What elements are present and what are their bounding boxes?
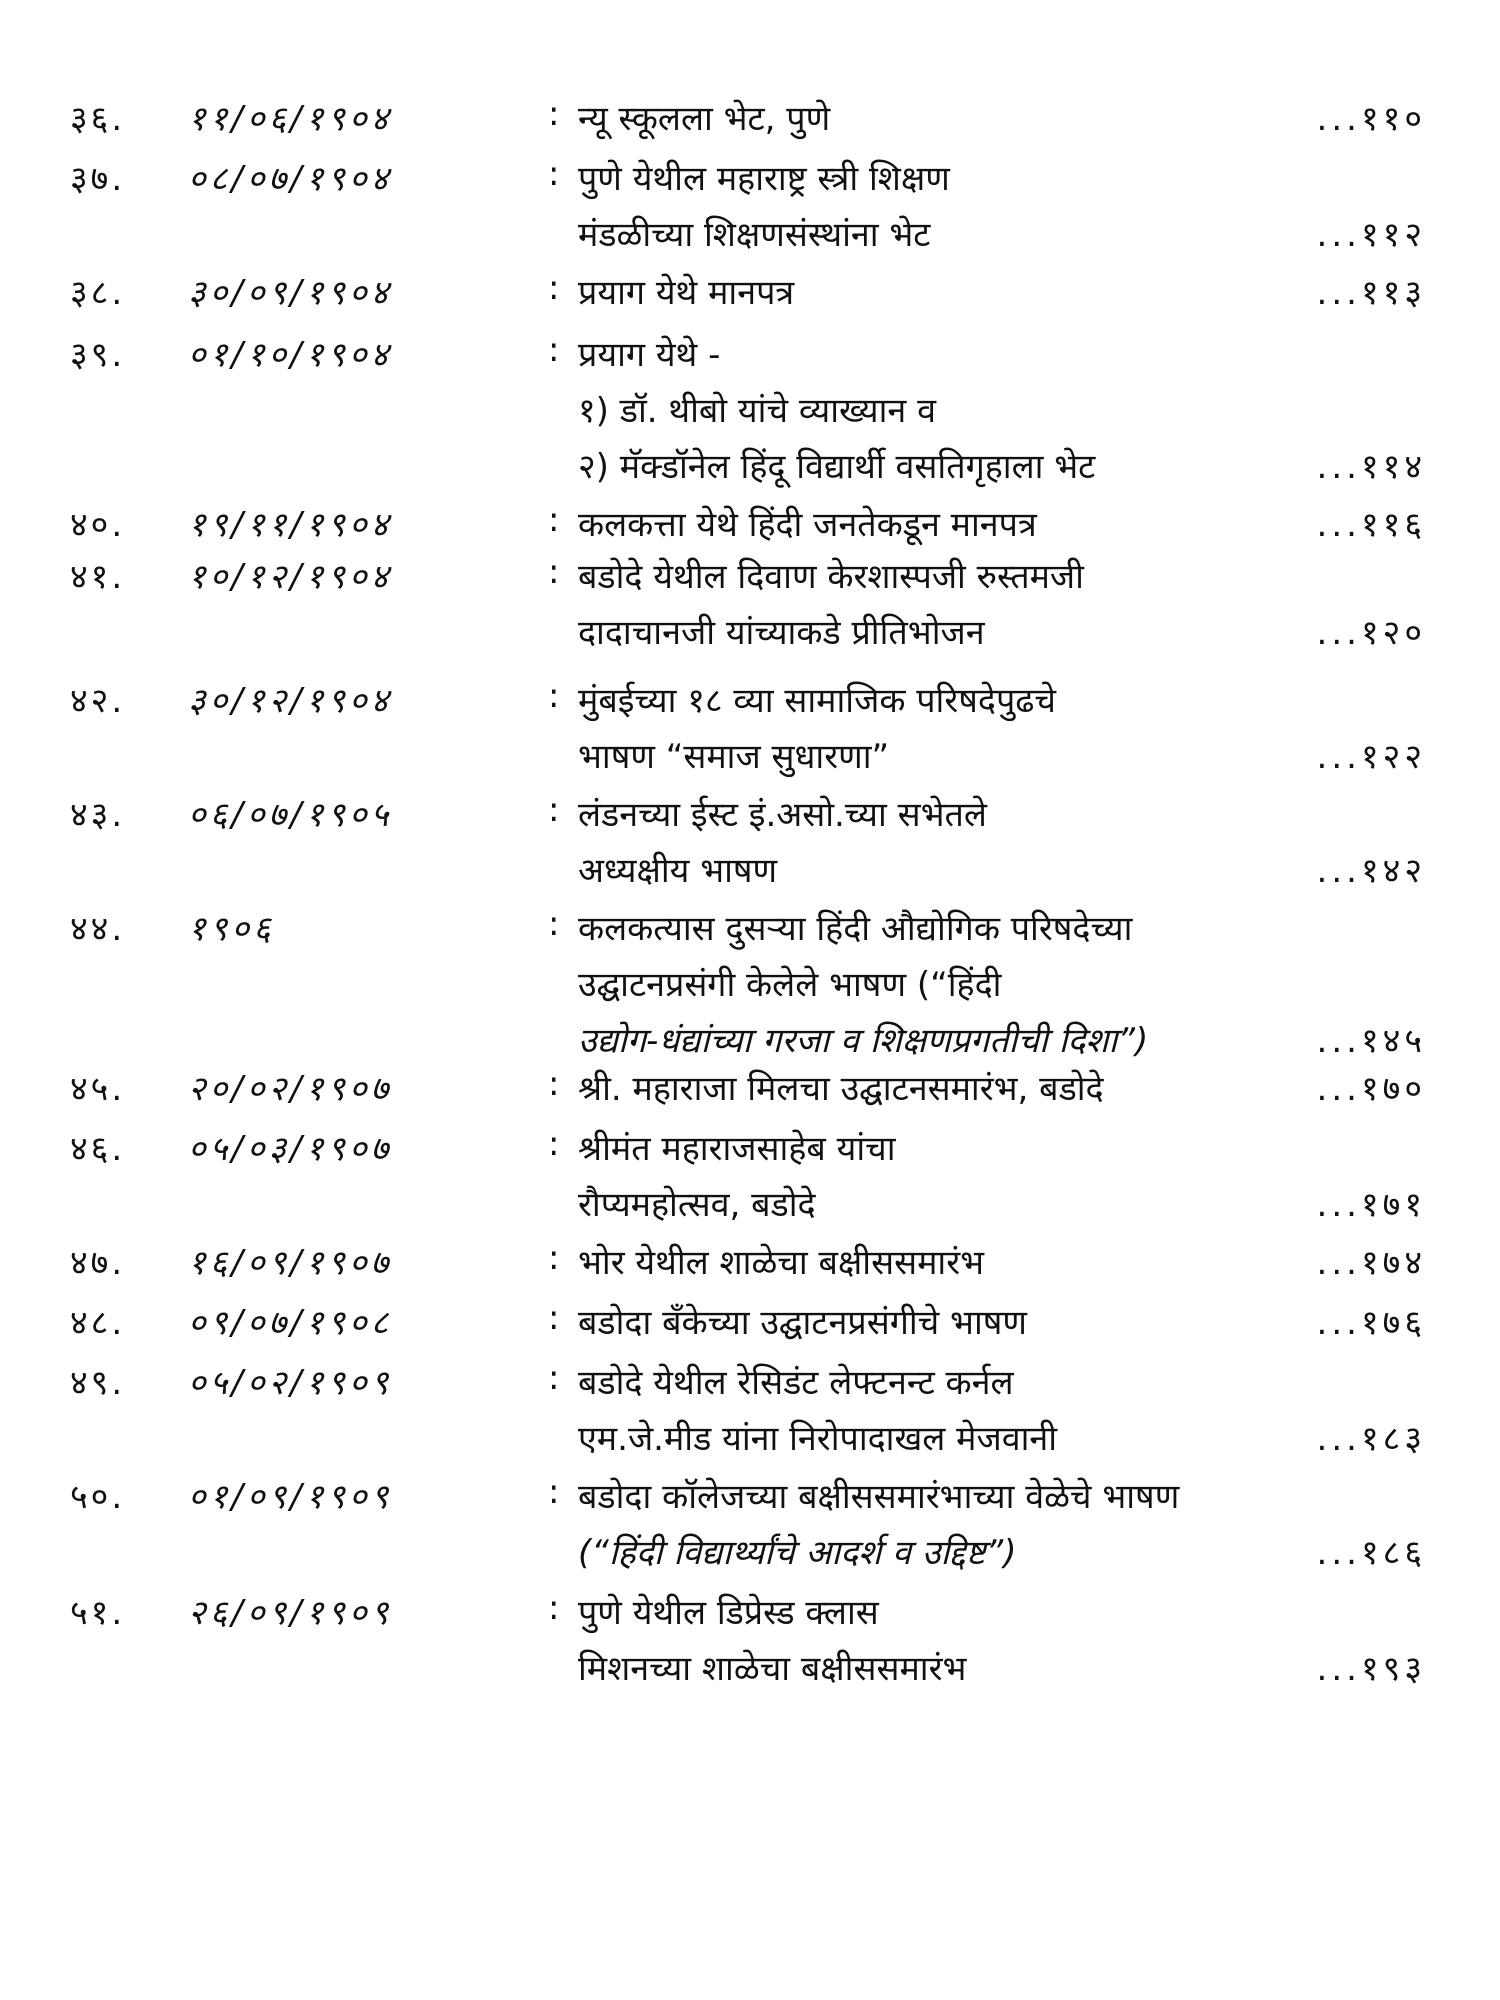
separator-colon: :: [548, 790, 560, 830]
entry-title-line: १) डॉ. थीबो यांचे व्याख्यान व: [578, 391, 936, 431]
entry-date: ०५/०२/१९०९: [188, 1363, 393, 1403]
entry-title-line: पुणे येथील डिप्रेस्ड क्लास: [578, 1593, 879, 1633]
entry-page-number: ...१७०: [1316, 1069, 1426, 1109]
entry-title-line: भोर येथील शाळेचा बक्षीससमारंभ: [578, 1243, 985, 1283]
entry-number: ४१.: [70, 557, 126, 597]
entry-page-number: ...१२०: [1316, 613, 1426, 653]
entry-page-number: ...११०: [1316, 99, 1426, 139]
separator-colon: :: [548, 1124, 560, 1164]
entry-number: ४६.: [70, 1129, 126, 1169]
entry-number: ४३.: [70, 795, 126, 835]
entry-title-line: एम.जे.मीड यांना निरोपादाखल मेजवानी: [578, 1419, 1058, 1459]
entry-page-number: ...११६: [1316, 505, 1426, 545]
separator-colon: :: [548, 552, 560, 592]
entry-title-line: मुंबईच्या १८ व्या सामाजिक परिषदेपुढचे: [578, 681, 1057, 721]
entry-title-line: (“हिंदी विद्यार्थ्यांचे आदर्श व उद्दिष्ट”): [578, 1533, 1017, 1573]
entry-date: १९/११/१९०४: [188, 505, 393, 545]
entry-page-number: ...१७४: [1316, 1243, 1426, 1283]
entry-date: ०६/०७/१९०५: [188, 795, 393, 835]
entry-title-line: बडोदा कॉलेजच्या बक्षीससमारंभाच्या वेळेचे भाषण: [578, 1477, 1180, 1517]
entry-date: ३०/१२/१९०४: [188, 681, 393, 721]
entry-page-number: ...१४२: [1316, 851, 1426, 891]
entry-date: २०/०२/१९०७: [188, 1069, 393, 1109]
entry-title-line: बडोदे येथील रेसिडंट लेफ्टनन्ट कर्नल: [578, 1363, 1014, 1403]
entry-title-line: श्रीमंत महाराजसाहेब यांचा: [578, 1129, 896, 1169]
entry-number: ४७.: [70, 1243, 126, 1283]
entry-page-number: ...१९३: [1316, 1649, 1426, 1689]
entry-title-line: भाषण “समाज सुधारणा”: [578, 737, 890, 777]
entry-number: ३८.: [70, 273, 126, 313]
separator-colon: :: [548, 268, 560, 308]
entry-number: ४५.: [70, 1069, 126, 1109]
entry-date: १६/०९/१९०७: [188, 1243, 393, 1283]
entry-title-line: प्रयाग येथे -: [578, 335, 721, 375]
entry-number: ३७.: [70, 159, 126, 199]
entry-date: २६/०९/१९०९: [188, 1593, 393, 1633]
entry-page-number: ...१२२: [1316, 737, 1426, 777]
entry-number: ४८.: [70, 1303, 126, 1343]
entry-number: ४२.: [70, 681, 126, 721]
entry-title-line: रौप्यमहोत्सव, बडोदे: [578, 1185, 816, 1225]
entry-page-number: ...११३: [1316, 273, 1426, 313]
entry-page-number: ...११४: [1316, 447, 1426, 487]
entry-title-line: प्रयाग येथे मानपत्र: [578, 273, 795, 313]
entry-page-number: ...१८६: [1316, 1533, 1426, 1573]
separator-colon: :: [548, 154, 560, 194]
entry-date: १९०६: [188, 909, 275, 949]
entry-date: ३०/०९/१९०४: [188, 273, 393, 313]
separator-colon: :: [548, 676, 560, 716]
entry-title-line: उद्योग-धंद्यांच्या गरजा व शिक्षणप्रगतीची दिशा”): [578, 1021, 1149, 1061]
separator-colon: :: [548, 330, 560, 370]
entry-number: ५१.: [70, 1593, 126, 1633]
entry-date: ०८/०७/१९०४: [188, 159, 393, 199]
entry-number: ४०.: [70, 505, 126, 545]
entry-title-line: कलकत्ता येथे हिंदी जनतेकडून मानपत्र: [578, 505, 1037, 545]
entry-date: ०१/०९/१९०९: [188, 1477, 393, 1517]
entry-date: ०५/०३/१९०७: [188, 1129, 393, 1169]
entry-page-number: ...१७६: [1316, 1303, 1426, 1343]
entry-page-number: ...१७१: [1316, 1185, 1426, 1225]
entry-title-line: २) मॅक्डॉनेल हिंदू विद्यार्थी वसतिगृहाला भेट: [578, 447, 1096, 487]
entry-title-line: मिशनच्या शाळेचा बक्षीससमारंभ: [578, 1649, 967, 1689]
entry-title-line: लंडनच्या ईस्ट इं.असो.च्या सभेतले: [578, 795, 987, 835]
entry-date: १०/१२/१९०४: [188, 557, 393, 597]
entry-page-number: ...११२: [1316, 215, 1426, 255]
separator-colon: :: [548, 1588, 560, 1628]
entry-number: ३९.: [70, 335, 126, 375]
entry-page-number: ...१४५: [1316, 1021, 1426, 1061]
entry-number: ४४.: [70, 909, 126, 949]
separator-colon: :: [548, 904, 560, 944]
entry-title-line: अध्यक्षीय भाषण: [578, 851, 778, 891]
entry-number: ५०.: [70, 1477, 126, 1517]
entry-number: ४९.: [70, 1363, 126, 1403]
entry-title-line: कलकत्यास दुसऱ्या हिंदी औद्योगिक परिषदेच्या: [578, 909, 1133, 949]
entry-title-line: बडोदा बँकेच्या उद्घाटनप्रसंगीचे भाषण: [578, 1303, 1027, 1343]
entry-date: ११/०६/१९०४: [188, 99, 393, 139]
entry-title-line: उद्घाटनप्रसंगी केलेले भाषण (“हिंदी: [578, 965, 1002, 1005]
entry-number: ३६.: [70, 99, 126, 139]
separator-colon: :: [548, 1472, 560, 1512]
separator-colon: :: [548, 500, 560, 540]
entry-title-line: श्री. महाराजा मिलचा उद्घाटनसमारंभ, बडोदे: [578, 1069, 1104, 1109]
entry-page-number: ...१८३: [1316, 1419, 1426, 1459]
separator-colon: :: [548, 1064, 560, 1104]
separator-colon: :: [548, 1238, 560, 1278]
entry-title-line: बडोदे येथील दिवाण केरशास्पजी रुस्तमजी: [578, 557, 1084, 597]
entry-date: ०९/०७/१९०८: [188, 1303, 393, 1343]
entry-date: ०१/१०/१९०४: [188, 335, 393, 375]
separator-colon: :: [548, 1358, 560, 1398]
entry-title-line: पुणे येथील महाराष्ट्र स्त्री शिक्षण: [578, 159, 950, 199]
entry-title-line: दादाचानजी यांच्याकडे प्रीतिभोजन: [578, 613, 985, 653]
entry-title-line: मंडळीच्या शिक्षणसंस्थांना भेट: [578, 215, 931, 255]
separator-colon: :: [548, 1298, 560, 1338]
separator-colon: :: [548, 94, 560, 134]
entry-title-line: न्यू स्कूलला भेट, पुणे: [578, 99, 831, 139]
